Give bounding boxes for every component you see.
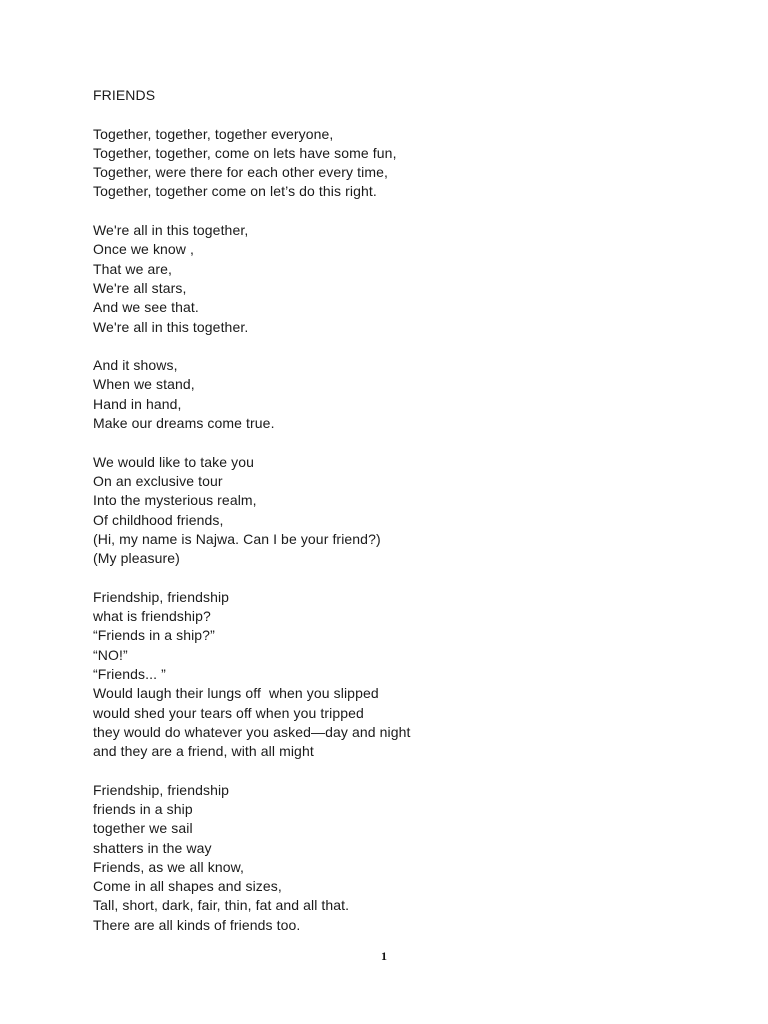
stanza-1 — [93, 125, 713, 202]
poem-line: Together, together, come on lets have some fun, — [93, 144, 397, 161]
poem-line: “NO!” — [93, 646, 128, 663]
poem-line: shatters in the way — [93, 839, 212, 856]
poem-line: Hand in hand, — [93, 395, 182, 412]
poem-line: And it shows, — [93, 357, 178, 374]
poem-line: friends in a ship — [93, 800, 193, 817]
poem-line: what is friendship? — [93, 608, 211, 625]
poem-line: That we are, — [93, 260, 173, 277]
poem-title: FRIENDS — [93, 87, 156, 103]
poem-line: Come in all shapes and sizes, — [93, 878, 282, 895]
poem-line: Together, together, together everyone, — [93, 125, 334, 142]
stanza-3 — [93, 356, 713, 433]
poem-line: We would like to take you — [93, 453, 254, 470]
poem-line: Into the mysterious realm, — [93, 492, 257, 509]
poem-line: Friends, as we all know, — [93, 858, 245, 875]
poem-body — [93, 86, 713, 935]
stanza-5 — [93, 588, 713, 762]
poem-line: “Friends... ” — [93, 665, 166, 682]
poem-line: Once we know , — [93, 241, 194, 258]
poem-line: Together, together come on let’s do this right. — [93, 183, 377, 200]
poem-line: would shed your tears off when you tripped — [93, 704, 364, 721]
poem-line: Friendship, friendship — [93, 588, 230, 605]
poem-line: And we see that. — [93, 299, 199, 316]
poem-line: Friendship, friendship — [93, 781, 230, 798]
stanza-6 — [93, 781, 713, 935]
poem-line: together we sail — [93, 820, 193, 837]
poem-line: they would do whatever you asked—day and night — [93, 723, 411, 740]
poem-line: Make our dreams come true. — [93, 415, 275, 432]
poem-line: When we stand, — [93, 376, 195, 393]
poem-line: Of childhood friends, — [93, 511, 224, 528]
poem-line: Together, were there for each other every time, — [93, 164, 388, 181]
poem-line: Would laugh their lungs off when you slipped — [93, 685, 379, 702]
poem-line: We're all in this together. — [93, 318, 249, 335]
poem-line: (Hi, my name is Najwa. Can I be your friend?) — [93, 530, 381, 547]
poem-line: and they are a friend, with all might — [93, 743, 314, 760]
poem-line: There are all kinds of friends too. — [93, 916, 301, 933]
poem-line: We're all stars, — [93, 279, 187, 296]
stanza-2 — [93, 221, 713, 337]
poem-line: Tall, short, dark, fair, thin, fat and all that. — [93, 897, 350, 914]
stanza-4 — [93, 453, 713, 569]
poem-line: (My pleasure) — [93, 550, 180, 567]
poem-line: On an exclusive tour — [93, 472, 223, 489]
page-number: 1 — [381, 949, 387, 963]
poem-line: We're all in this together, — [93, 222, 249, 239]
poem-line: “Friends in a ship?” — [93, 627, 215, 644]
